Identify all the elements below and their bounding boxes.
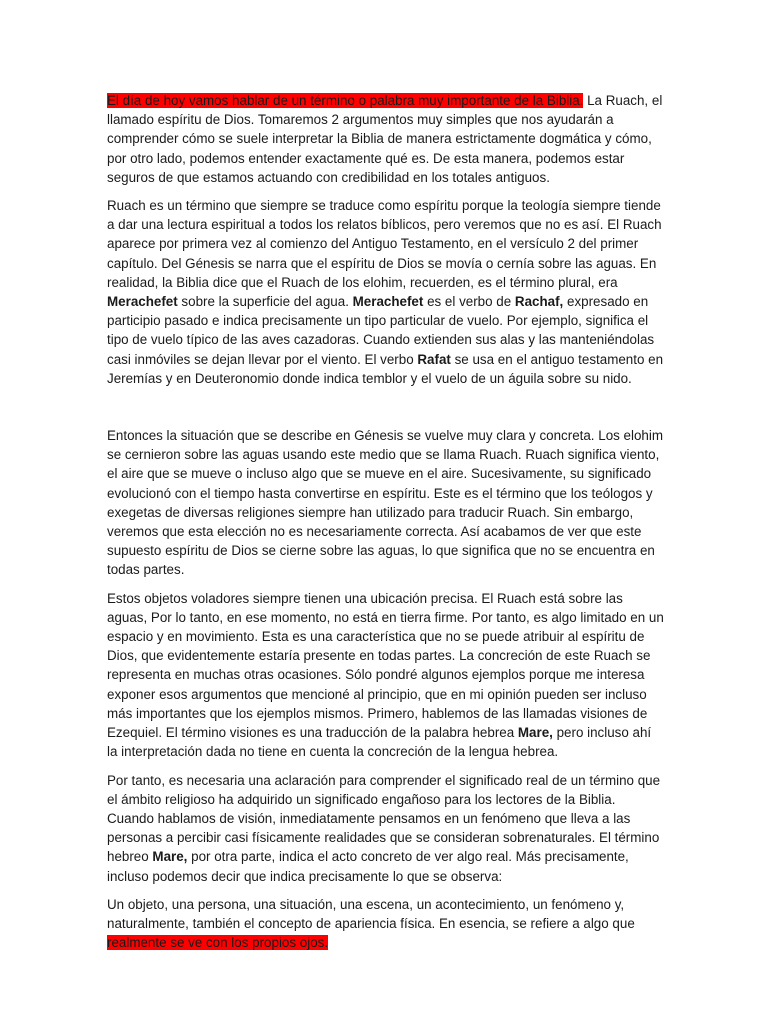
paragraph-text: Ruach es un término que siempre se traduce como espíritu porque la teología siempre tiende a dar una lectura espiritual a todos los relatos bíblicos, pero veremos que no es así. El Ruach aparece por primera vez al comienzo del Antiguo Testamento, en el versículo 2 del primer capítulo. Del Génesis se narra que el espíritu de Dios se movía o cernía sobre las aguas. En realidad, la Biblia dice que el Ruach de los elohim, recuerden, es el término plural, era — [107, 198, 662, 290]
bold-term: Rachaf, — [514, 294, 564, 310]
paragraph-text: Entonces la situación que se describe en Génesis se vuelve muy clara y concreta. Los elohim se cernieron sobre las aguas usando este medio que se llama Ruach. Ruach significa viento, el aire que se mueve o incluso algo que se mueve en el aire. Sucesivamente, su significado evolucionó con el tiempo hasta convertirse en espíritu. Este es el término que los teólogos y exegetas de diversas religiones siempre han utilizado para traducir Ruach. Sin embargo, veremos que esta elección no es necesariamente correcta. Así acabamos de ver que este supuesto espíritu de Dios se cierne sobre las aguas, lo que significa que no se encuentra en todas partes. — [107, 428, 664, 578]
paragraph-text: pero incluso ahí la interpretación dada no tiene en cuenta la concreción de la lengua hebrea. — [107, 725, 652, 760]
bold-term: Rafat — [417, 351, 451, 367]
paragraph-conclusion — [107, 895, 665, 953]
paragraph-text: Estos objetos voladores siempre tienen una ubicación precisa. El Ruach está sobre las aguas, Por lo tanto, en ese momento, no está en tierra firme. Por tanto, es algo limitado en un espacio y en movimiento. Esta es una característica que no se puede atribuir al espíritu de Dios, que evidentemente estaría presente en todas partes. La concreción de este Ruach se representa en muchas otras ocasiones. Sólo pondré algunos ejemplos porque me interesa exponer esos argumentos que mencioné al principio, que en mi opinión pueden ser incluso más importantes que los ejemplos mismos. Primero, hablemos de las llamadas visiones de Ezequiel. El término visiones es una traducción de la palabra hebrea — [107, 590, 664, 741]
highlighted-text: El día de hoy vamos hablar de un término o palabra muy importante de la Biblia. — [107, 93, 584, 108]
paragraph-ruach-definition — [107, 196, 665, 388]
paragraph-vision — [107, 771, 665, 886]
document-body — [107, 91, 665, 961]
paragraph-text: Un objeto, una persona, una situación, una escena, un acontecimiento, un fenómeno y, naturalmente, también el concepto de apariencia física. En esencia, se refiere a algo que — [107, 896, 635, 931]
bold-term: Merachefet — [107, 294, 178, 310]
paragraph-genesis — [107, 426, 665, 580]
paragraph-flying-objects — [107, 589, 665, 762]
paragraph-text: es el verbo de — [423, 294, 515, 310]
bold-term: Mare, — [517, 725, 553, 741]
paragraph-text: expresado en participio pasado e indica precisamente un tipo particular de vuelo. Por ejemplo, significa el tipo de vuelo típico de las aves cazadoras. Cuando extienden sus alas y las manteniéndolas casi inmóviles se dejan llevar por el viento. El verbo — [107, 294, 655, 367]
paragraph-text: Por tanto, es necesaria una aclaración para comprender el significado real de un término que el ámbito religioso ha adquirido un significado engañoso para los lectores de la Biblia. Cuando hablamos de visión, inmediatamente pensamos en un fenómeno que lleva a las personas a percibir casi físicamente realidades que se consideran sobrenaturales. El término hebreo — [107, 772, 661, 865]
paragraph-intro — [107, 91, 665, 187]
paragraph-text: se usa en el antiguo testamento en Jeremías y en Deuteronomio donde indica temblor y el vuelo de un águila sobre su nido. — [107, 351, 664, 386]
paragraph-text: La Ruach, el llamado espíritu de Dios. Tomaremos 2 argumentos muy simples que nos ayudarán a comprender cómo se suele interpretar la Biblia de manera estrictamente dogmática y cómo, por otro lado, podemos entender exactamente qué es. De esta manera, podemos estar seguros de que estamos actuando con credibilidad en los totales antiguos. — [107, 93, 663, 185]
bold-term: Mare, — [152, 849, 188, 865]
bold-term: Merachefet — [352, 294, 424, 310]
highlighted-text: realmente se ve con los propios ojos. — [107, 935, 329, 951]
paragraph-text: por otra parte, indica el acto concreto de ver algo real. Más precisamente, incluso podemos decir que indica precisamente lo que se observa: — [107, 849, 629, 884]
paragraph-text: sobre la superficie del agua. — [177, 294, 353, 310]
